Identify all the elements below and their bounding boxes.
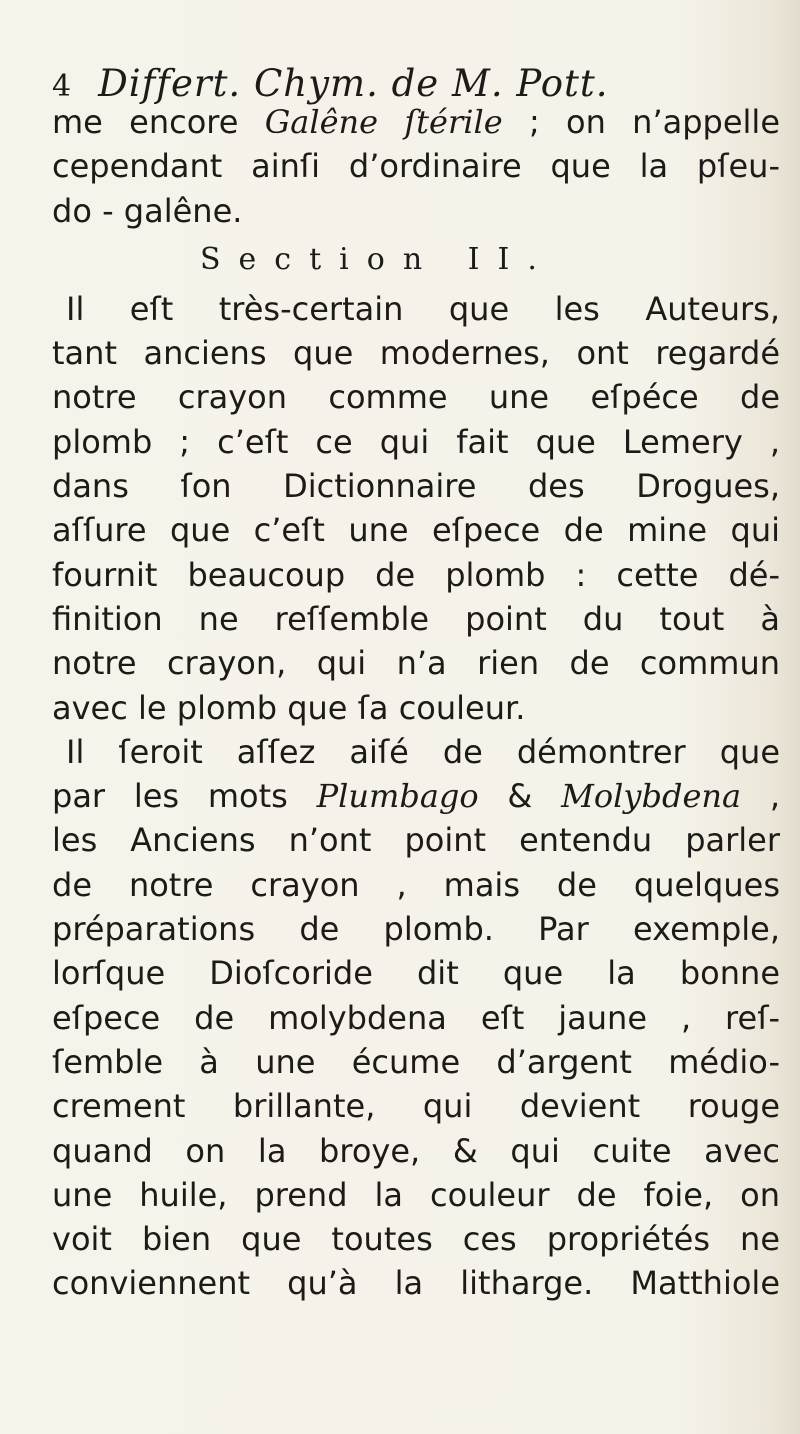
text-line: lorſque Dioſcoride dit que la bonne [52,954,780,993]
text-line: avec le plomb que ſa couleur. [52,688,526,727]
section-heading: Section II. [200,241,555,277]
italic-term: Plumbago [316,777,479,816]
text-line: plomb ; c’eſt ce qui fait que Lemery , [52,422,780,461]
text-line: ſemble à une écume d’argent médio- [52,1042,780,1081]
text-line: dans ſon Dictionnaire des Drogues, [52,467,780,506]
paragraph-first-line: Il eſt très-certain que les Auteurs, [66,289,780,328]
text-line: préparations de plomb. Par exemple, [52,910,780,949]
running-title: Differt. Chym. de M. Pott. [98,62,609,105]
line-fragment: ; on n’appelle [502,103,780,141]
text-line: crement brillante, qui devient rouge [52,1087,780,1126]
text-line: cependant ainſi d’ordinaire que la pſeu- [52,147,780,186]
line-fragment: & [478,777,562,816]
line-fragment: par les mots [52,777,317,816]
text-line: les Anciens n’ont point entendu parler [52,821,780,860]
text-line: tant anciens que modernes, ont regardé [52,334,780,373]
text-line: notre crayon comme une eſpéce de [52,378,780,417]
text-line: quand on la broye, & qui cuite avec [52,1131,780,1170]
text-line: eſpece de molybdena eſt jaune , reſ- [52,998,780,1037]
text-line: voit bien que toutes ces propriétés ne [52,1220,780,1259]
text-line: notre crayon, qui n’a rien de commun [52,644,780,683]
italic-term: Molybdena [561,777,742,816]
text-line [52,100,780,144]
text-line: fournit beaucoup de plomb : cette dé- [52,555,780,594]
italic-term: Galêne ſtérile [264,103,503,141]
text-line: do - galêne. [52,191,243,230]
text-line: aſſure que c’eſt une eſpece de mine qui [52,511,780,550]
line-fragment: me encore [52,103,265,141]
text-line: finition ne reſſemble point du tout à [52,599,780,638]
text-line [52,774,780,818]
body-text [52,100,780,1306]
text-line: une huile, prend la couleur de foie, on [52,1175,780,1214]
paragraph-first-line: Il ſeroit aſſez aiſé de démontrer que [66,732,780,771]
text-line: de notre crayon , mais de quelques [52,865,780,904]
running-header [52,62,609,105]
text-line: conviennent qu’à la litharge. Matthiole [52,1264,780,1303]
page-number: 4 [52,69,73,104]
line-fragment: , [741,777,780,816]
